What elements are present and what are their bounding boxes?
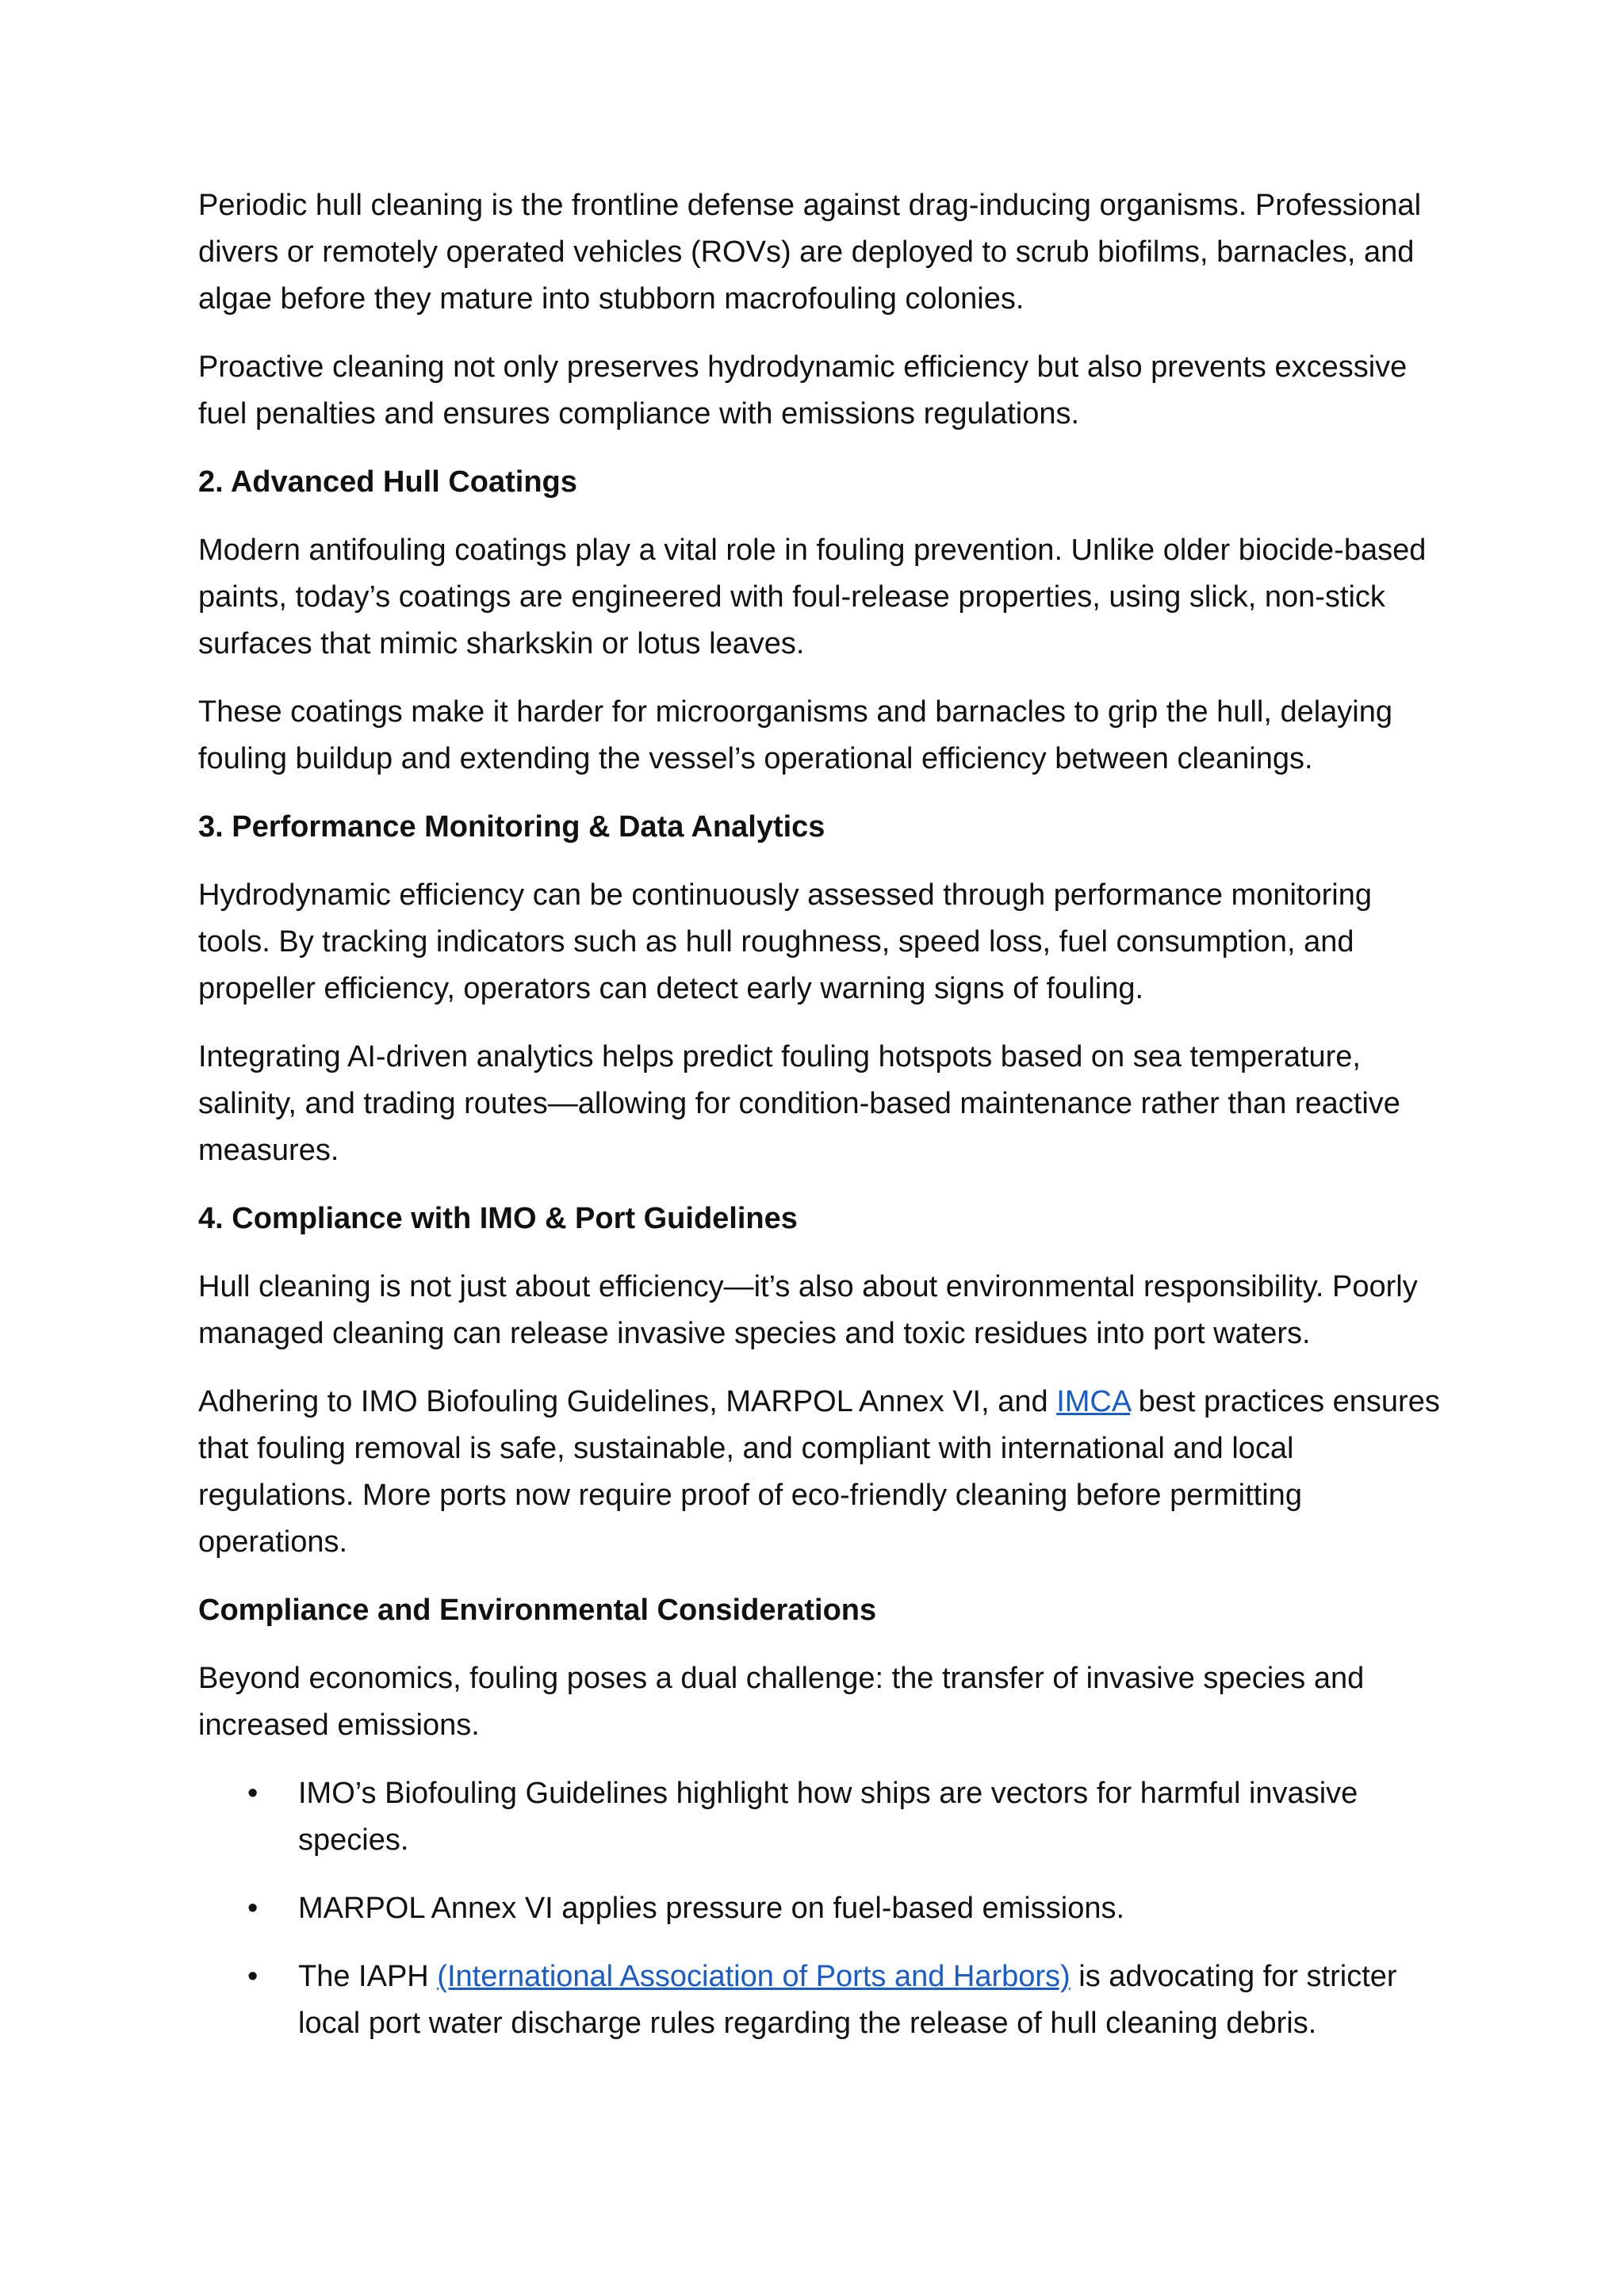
guidelines-text-before: Adhering to IMO Biofouling Guidelines, MARPOL Annex VI, and (198, 1385, 1057, 1418)
paragraph-dual-challenge: Beyond economics, fouling poses a dual challenge: the transfer of invasive species and increased emissions. (198, 1662, 1365, 1742)
list-item (198, 1885, 1451, 1932)
list-item (198, 1770, 1451, 1864)
list-item-text: IMO’s Biofouling Guidelines highlight how ships are vectors for harmful invasive species. (298, 1777, 1358, 1857)
document-page (198, 182, 1451, 2068)
paragraph-proactive-cleaning: Proactive cleaning not only preserves hydrodynamic efficiency but also prevents excessive fuel penalties and ensures compliance with emissions regulations. (198, 350, 1408, 430)
guidelines-text-after: best practices ensures that fouling removal is safe, sustainable, and compliant with international and local regulations. More ports now require proof of eco-friendly cleaning before permitting operations. (198, 1385, 1440, 1559)
paragraph-coatings-effect: These coatings make it harder for microorganisms and barnacles to grip the hull, delaying fouling buildup and extending the vessel’s operational efficiency between cleanings. (198, 695, 1392, 775)
list-item-text: MARPOL Annex VI applies pressure on fuel-based emissions. (298, 1892, 1125, 1925)
heading-performance-monitoring: 3. Performance Monitoring & Data Analytics (198, 810, 825, 844)
heading-environmental-considerations: Compliance and Environmental Considerations (198, 1594, 877, 1627)
iaph-link[interactable]: (International Association of Ports and Harbors) (437, 1960, 1071, 1993)
bullet-marker: • (247, 1777, 259, 1810)
paragraph-hydrodynamic-efficiency: Hydrodynamic efficiency can be continuously assessed through performance monitoring tools. By tracking indicators such as hull roughness, speed loss, fuel consumption, and propeller efficiency, operators can detect early warning signs of fouling. (198, 878, 1372, 1005)
bullet-marker: • (247, 1960, 259, 1993)
paragraph-antifouling-coatings: Modern antifouling coatings play a vital role in fouling prevention. Unlike older biocide-based paints, today’s coatings are engineered with foul-release properties, using slick, non-stick surfaces that mimic sharkskin or lotus leaves. (198, 534, 1427, 660)
imca-link[interactable]: IMCA (1056, 1385, 1131, 1418)
list-item-text-after: is advocating for stricter local port water discharge rules regarding the release of hull cleaning debris. (298, 1960, 1397, 2040)
paragraph-ai-analytics: Integrating AI-driven analytics helps predict fouling hotspots based on sea temperature, salinity, and trading routes—allowing for condition-based maintenance rather than reactive measures. (198, 1040, 1400, 1167)
paragraph-environmental-responsibility: Hull cleaning is not just about efficiency—it’s also about environmental responsibility. Poorly managed cleaning can release invasive species and toxic residues into port waters. (198, 1270, 1418, 1350)
bullet-marker: • (247, 1892, 259, 1925)
paragraph-guidelines (198, 1379, 1451, 1566)
considerations-list (198, 1770, 1451, 2047)
heading-advanced-hull-coatings: 2. Advanced Hull Coatings (198, 465, 577, 499)
heading-compliance-imo: 4. Compliance with IMO & Port Guidelines (198, 1202, 798, 1235)
list-item (198, 1954, 1451, 2047)
list-item-text-before: The IAPH (298, 1960, 438, 1993)
paragraph-hull-cleaning: Periodic hull cleaning is the frontline defense against drag-inducing organisms. Professional divers or remotely operated vehicles (ROVs) are deployed to scrub biofilms, barnacles, and algae before they mature into stubborn macrofouling colonies. (198, 189, 1422, 316)
